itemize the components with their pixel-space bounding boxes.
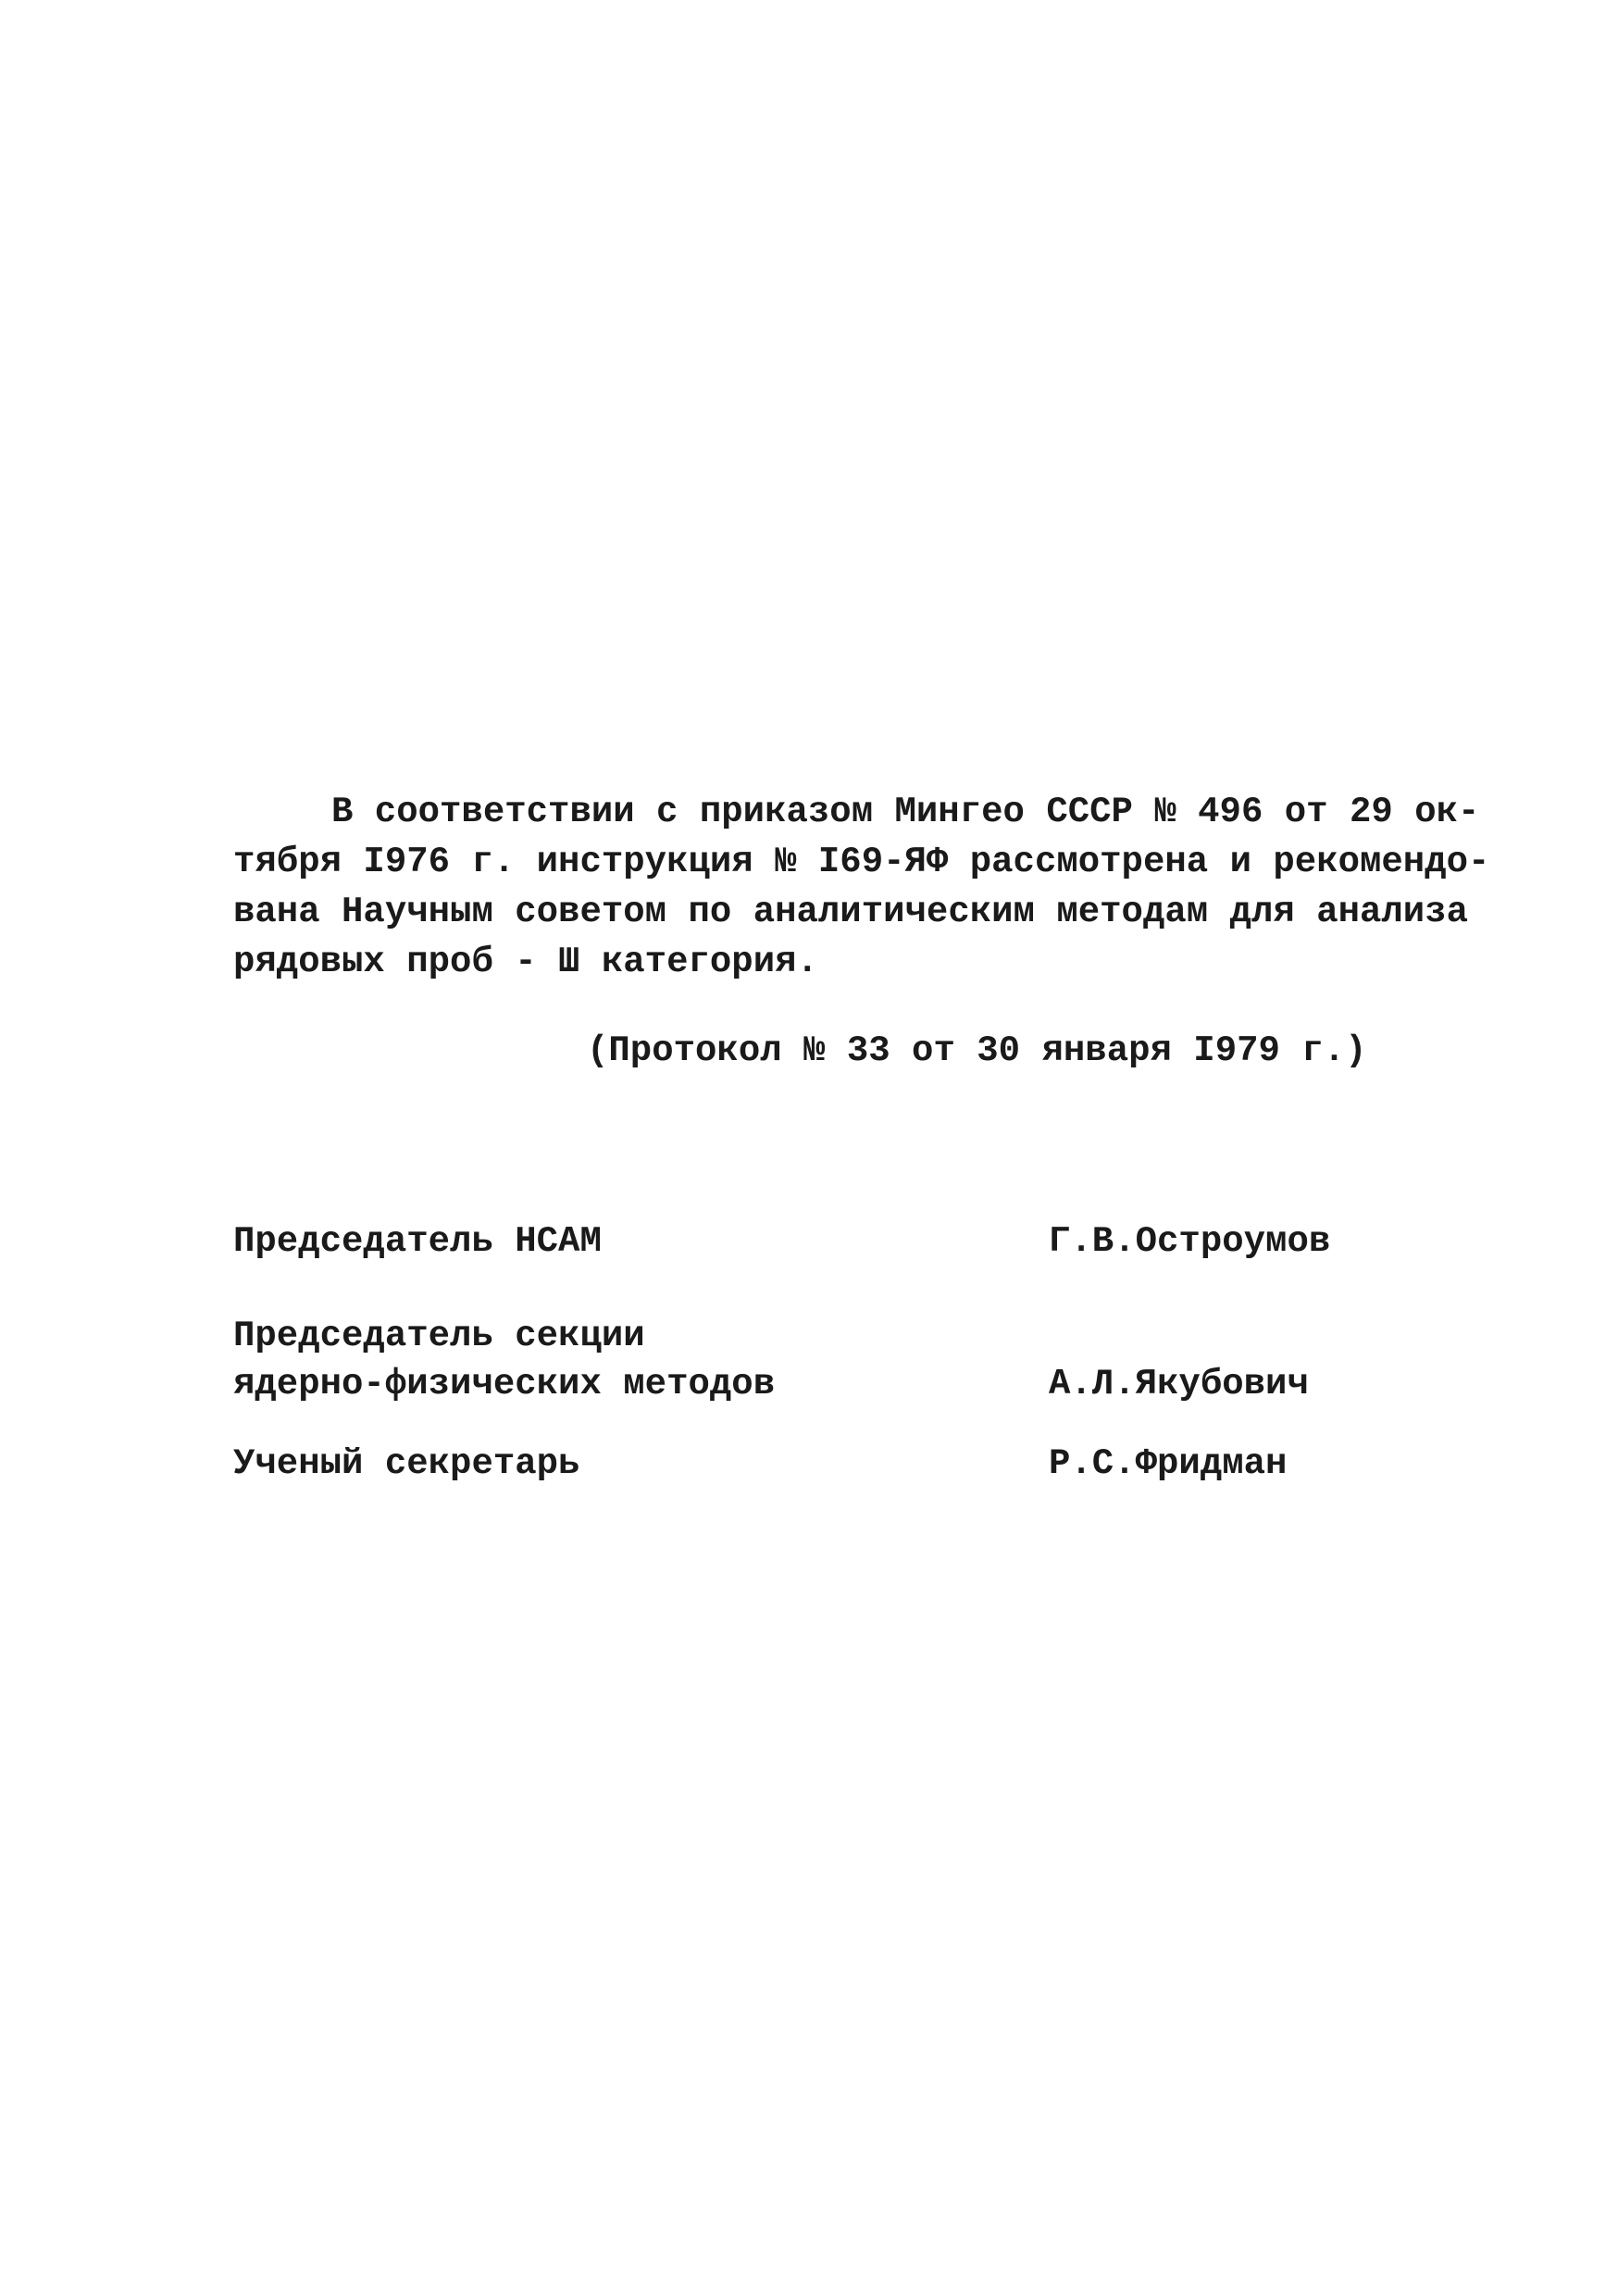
signatory-title-secretary: Ученый секретарь — [233, 1443, 580, 1484]
protocol-reference: (Протокол № 33 от 30 января I979 г.) — [587, 1030, 1367, 1071]
paragraph-line-4: рядовых проб - Ш категория. — [233, 942, 818, 982]
paragraph-line-3: вана Научным советом по аналитическим методам для анализа — [233, 892, 1469, 932]
signatory-title-section-chairman-line-2: ядерно-физических методов — [233, 1364, 776, 1404]
paragraph-line-1: В соответствии с приказом Мингео СССР № 496 от 29 ок- — [331, 792, 1480, 832]
signatory-title-section-chairman: Председатель секции — [233, 1316, 645, 1356]
signatory-name-secretary: Р.С.Фридман — [1049, 1443, 1288, 1484]
signatory-name-section-chairman: А.Л.Якубович — [1049, 1364, 1309, 1404]
signatory-name-chairman: Г.В.Остроумов — [1049, 1221, 1331, 1262]
signatory-title-chairman: Председатель НСАМ — [233, 1221, 602, 1262]
paragraph-line-2: тября I976 г. инструкция № I69-ЯФ рассмотрена и рекомендо- — [233, 842, 1490, 882]
